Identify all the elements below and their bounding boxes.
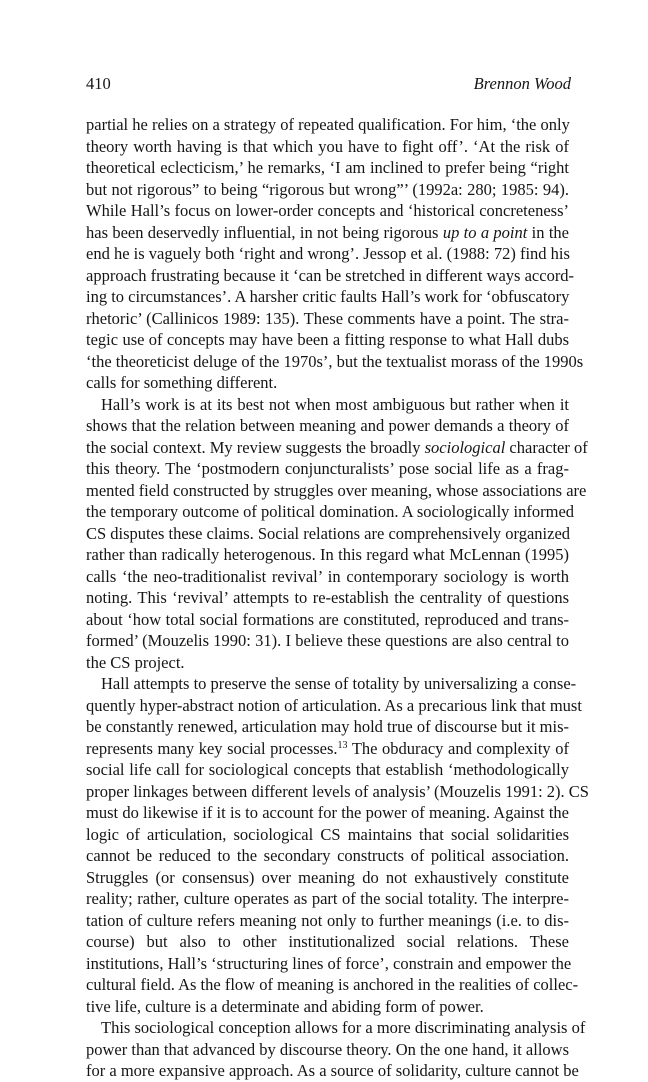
text-line: tegic use of concepts may have been a fitting response to what Hall dubs: [86, 330, 569, 349]
text-line: [86, 222, 569, 244]
text-line: logic of articulation, sociological CS maintains that social solidarities: [86, 824, 569, 844]
text-line: social life call for sociological concepts that establish ‘methodologically: [86, 760, 569, 779]
text-line: noting. This ‘revival’ attempts to re-establish the centrality of questions: [86, 588, 569, 607]
italic-emphasis: sociological: [424, 437, 506, 457]
text-segment: The obduracy and complexity of: [347, 738, 569, 758]
text-line: ing to circumstances’. A harsher critic faults Hall’s work for ‘obfuscatory: [86, 287, 570, 306]
text-line: [86, 738, 569, 760]
text-line: CS disputes these claims. Social relations are comprehensively organized: [86, 523, 571, 543]
text-line: this theory. The ‘postmodern conjuncturalists’ pose social life as a frag-: [86, 459, 569, 478]
text-line: cultural field. As the flow of meaning is anchored in the realities of collec-: [86, 975, 579, 994]
text-segment: character of: [505, 437, 588, 457]
text-line: must do likewise if it is to account for the power of meaning. Against the: [86, 803, 569, 822]
running-head: Brennon Wood: [473, 74, 571, 93]
text-line: shows that the relation between meaning and power demands a theory of: [86, 416, 569, 435]
text-line: quently hyper-abstract notion of articulation. As a precarious link that must: [86, 695, 582, 715]
text-line: theoretical eclecticism,’ he remarks, ‘I am inclined to prefer being “right: [86, 158, 569, 177]
page-number: 410: [86, 74, 111, 93]
text-line: institutions, Hall’s ‘structuring lines of force’, constrain and empower the: [86, 953, 572, 973]
text-line: theory worth having is that which you have to fight off’. ‘At the risk of: [86, 136, 569, 156]
text-line: power than that advanced by discourse theory. On the one hand, it allows: [86, 1039, 569, 1059]
footnote-marker[interactable]: 13: [337, 739, 348, 751]
text-line: course) but also to other institutionalized social relations. These: [86, 932, 569, 951]
text-line: but not rigorous” to being “rigorous but wrong”’ (1992a: 280; 1985: 94).: [86, 179, 569, 199]
text-line: proper linkages between different levels of analysis’ (Mouzelis 1991: 2). CS: [86, 781, 589, 801]
text-line: Hall attempts to preserve the sense of totality by universalizing a conse-: [101, 674, 577, 693]
text-line: calls for something different.: [86, 373, 278, 392]
text-line: reality; rather, culture operates as part of the social totality. The interpre-: [86, 889, 569, 908]
text-line: be constantly renewed, articulation may hold true of discourse but it mis-: [86, 717, 569, 736]
text-line: formed’ (Mouzelis 1990: 31). I believe these questions are also central to: [86, 631, 569, 650]
body-text: [86, 114, 589, 1082]
text-segment: has been deservedly influential, in not being rigorous: [86, 222, 443, 242]
text-line: tive life, culture is a determinate and abiding form of power.: [86, 996, 484, 1016]
text-line: ‘the theoreticist deluge of the 1970s’, but the textualist morass of the 1990s: [86, 351, 584, 371]
text-line: cannot be reduced to the secondary constructs of political association.: [86, 846, 569, 865]
text-line: While Hall’s focus on lower-order concepts and ‘historical concreteness’: [86, 201, 569, 220]
text-line: partial he relies on a strategy of repeated qualification. For him, ‘the only: [86, 115, 570, 134]
text-line: rhetoric’ (Callinicos 1989: 135). These comments have a point. The stra-: [86, 308, 569, 328]
text-line: Struggles (or consensus) over meaning do not exhaustively constitute: [86, 867, 569, 887]
text-segment: in the: [527, 222, 569, 242]
text-line: for a more expansive approach. As a source of solidarity, culture cannot be: [86, 1061, 579, 1080]
text-line: Hall’s work is at its best not when most ambiguous but rather when it: [101, 394, 569, 414]
text-line: [86, 437, 588, 459]
text-line: end he is vaguely both ‘right and wrong’. Jessop et al. (1988: 72) find his: [86, 244, 570, 263]
text-line: This sociological conception allows for a more discriminating analysis of: [101, 1018, 586, 1037]
text-line: rather than radically heterogenous. In this regard what McLennan (1995): [86, 545, 569, 564]
text-line: about ‘how total social formations are constituted, reproduced and trans-: [86, 609, 569, 629]
text-line: mented field constructed by struggles over meaning, whose associations are: [86, 480, 587, 500]
text-segment: the social context. My review suggests the broadly: [86, 437, 425, 457]
text-line: the temporary outcome of political domination. A sociologically informed: [86, 502, 575, 521]
italic-emphasis: up to a point: [442, 222, 528, 242]
text-line: tation of culture refers meaning not only to further meanings (i.e. to dis-: [86, 910, 569, 930]
text-line: calls ‘the neo-traditionalist revival’ in contemporary sociology is worth: [86, 566, 569, 586]
text-line: the CS project.: [86, 652, 185, 672]
text-line: approach frustrating because it ‘can be stretched in different ways accord-: [86, 265, 575, 285]
text-segment: represents many key social processes.: [86, 738, 338, 758]
